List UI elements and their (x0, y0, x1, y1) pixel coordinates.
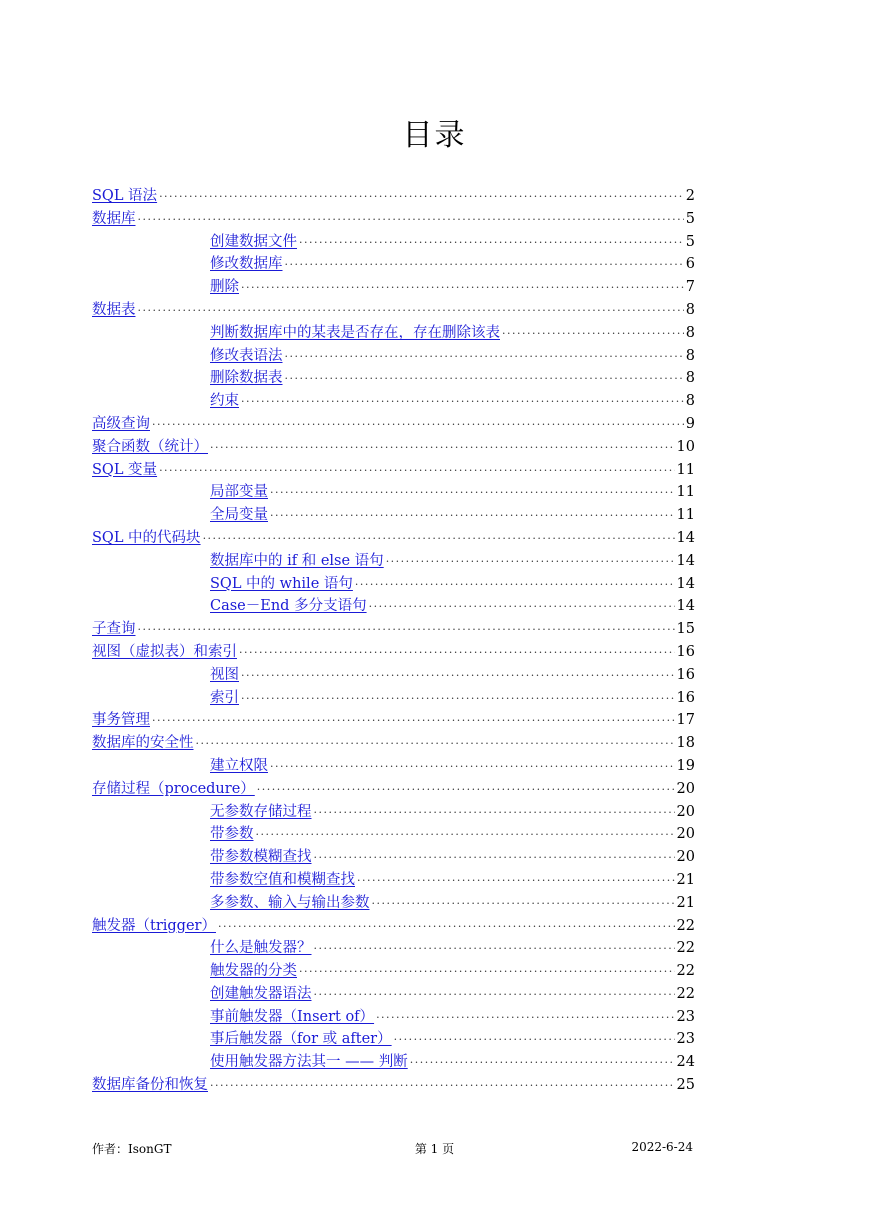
toc-entry-link[interactable]: 事务管理 (92, 712, 150, 729)
toc-page-number: 20 (676, 826, 695, 843)
toc-entry (92, 1050, 695, 1073)
toc-page-number: 22 (676, 917, 695, 934)
toc-page-number: 22 (676, 963, 695, 980)
toc-page-number: 8 (685, 324, 695, 341)
toc-entry-link[interactable]: 数据库 (92, 210, 136, 227)
toc-entry (92, 435, 695, 458)
toc-entry (92, 572, 695, 595)
toc-entry (92, 777, 695, 800)
toc-entry-link[interactable]: 数据库中的 if 和 else 语句 (210, 552, 384, 569)
toc-entry-link[interactable]: 无参数存储过程 (210, 803, 312, 820)
toc-entry-link[interactable]: 删除数据表 (210, 370, 283, 387)
toc-entry (92, 1073, 695, 1096)
toc-leader-dots (152, 418, 684, 431)
toc-entry-link[interactable]: 数据表 (92, 301, 136, 318)
toc-entry (92, 822, 695, 845)
toc-page-number: 21 (676, 894, 695, 911)
toc-leader-dots (159, 464, 674, 477)
toc-entry (92, 366, 695, 389)
toc-leader-dots (241, 281, 684, 294)
toc-entry-link[interactable]: 事后触发器（for 或 after） (210, 1031, 392, 1048)
toc-entry-link[interactable]: 删除 (210, 279, 239, 296)
toc-entry-link[interactable]: 什么是触发器？ (210, 940, 312, 957)
toc-leader-dots (270, 760, 675, 773)
toc-entry (92, 503, 695, 526)
toc-leader-dots (314, 851, 675, 864)
toc-page-number: 6 (685, 256, 695, 273)
toc-leader-dots (210, 1079, 675, 1092)
toc-leader-dots (239, 646, 675, 659)
toc-entry (92, 708, 695, 731)
toc-leader-dots (257, 783, 675, 796)
toc-page-number: 10 (676, 438, 695, 455)
toc-page-number: 23 (676, 1031, 695, 1048)
toc-leader-dots (210, 441, 675, 454)
toc-entry-link[interactable]: 存储过程（procedure） (92, 780, 255, 797)
toc-entry (92, 184, 695, 207)
toc-page-number: 22 (676, 940, 695, 957)
toc-leader-dots (270, 486, 675, 499)
toc-page-number: 8 (685, 393, 695, 410)
toc-page-number: 18 (676, 735, 695, 752)
toc-leader-dots (372, 897, 675, 910)
toc-entry-link[interactable]: 触发器的分类 (210, 963, 297, 980)
toc-entry-link[interactable]: 聚合函数（统计） (92, 438, 208, 455)
toc-entry (92, 914, 695, 937)
toc-page-number: 14 (676, 529, 695, 546)
toc-entry (92, 640, 695, 663)
toc-entry-link[interactable]: 数据库备份和恢复 (92, 1077, 208, 1094)
toc-entry (92, 686, 695, 709)
toc-leader-dots (299, 236, 684, 249)
toc-entry (92, 207, 695, 230)
toc-leader-dots (299, 965, 675, 978)
toc-entry (92, 275, 695, 298)
toc-leader-dots (241, 669, 675, 682)
toc-entry-link[interactable]: 事前触发器（Insert of） (210, 1008, 375, 1025)
toc-page-number: 5 (685, 233, 695, 250)
toc-entry-link[interactable]: 约束 (210, 393, 239, 410)
toc-page-number: 8 (685, 301, 695, 318)
toc-page-number: 2 (685, 188, 695, 204)
toc-leader-dots (376, 1011, 674, 1024)
toc-leader-dots (241, 692, 675, 705)
toc-entry-link[interactable]: 子查询 (92, 621, 136, 638)
toc-entry-link[interactable]: 修改数据库 (210, 256, 283, 273)
toc-page-number: 25 (676, 1077, 695, 1094)
toc-entry (92, 936, 695, 959)
toc-entry-link[interactable]: 带参数空值和模糊查找 (210, 871, 355, 888)
toc-entry-link[interactable]: 带参数模糊查找 (210, 849, 312, 866)
toc-entry (92, 344, 695, 367)
toc-page-number: 8 (685, 370, 695, 387)
toc-entry-link[interactable]: 创建数据文件 (210, 233, 297, 250)
toc-entry-link[interactable]: 视图 (210, 666, 239, 683)
toc-leader-dots (410, 1056, 675, 1069)
toc-entry (92, 754, 695, 777)
toc-entry-link[interactable]: SQL 中的 while 语句 (210, 575, 353, 592)
toc-page-number: 14 (676, 598, 695, 615)
toc-entry-link[interactable]: 数据库的安全性 (92, 735, 194, 752)
toc-page-number: 21 (676, 871, 695, 888)
toc-page-number: 17 (676, 712, 695, 729)
toc-page-number: 5 (685, 210, 695, 227)
toc-page-number: 22 (676, 985, 695, 1002)
toc-entry (92, 321, 695, 344)
toc-page-number: 11 (676, 484, 695, 501)
toc-entry (92, 1005, 695, 1028)
toc-page-number: 23 (676, 1008, 695, 1025)
toc-page-number: 7 (685, 279, 695, 296)
toc-entry (92, 868, 695, 891)
toc-entry (92, 230, 695, 253)
toc-leader-dots (285, 372, 684, 385)
toc-entry-link[interactable]: 触发器（trigger） (92, 917, 216, 934)
table-of-contents (92, 184, 695, 1096)
toc-entry (92, 526, 695, 549)
page-title: 目录 (402, 118, 467, 153)
toc-entry-link[interactable]: 全局变量 (210, 507, 268, 524)
toc-leader-dots (241, 395, 684, 408)
toc-entry-link[interactable]: SQL 语法 (92, 188, 158, 204)
toc-page-number: 16 (676, 666, 695, 683)
toc-entry-link[interactable]: 修改表语法 (210, 347, 283, 364)
toc-entry-link[interactable]: 高级查询 (92, 415, 150, 432)
toc-entry-link[interactable]: 局部变量 (210, 484, 268, 501)
toc-entry-link[interactable]: 多参数、输入与输出参数 (210, 894, 370, 911)
toc-entry (92, 959, 695, 982)
toc-page-number: 14 (676, 552, 695, 569)
toc-entry-link[interactable]: Case－End 多分支语句 (210, 598, 367, 615)
toc-page-number: 20 (676, 803, 695, 820)
footer-page-number: 第 1 页 (414, 1142, 455, 1156)
toc-entry (92, 389, 695, 412)
toc-leader-dots (355, 578, 675, 591)
footer-date: 2022-6-24 (631, 1140, 693, 1154)
toc-entry (92, 845, 695, 868)
toc-leader-dots (502, 327, 684, 340)
toc-leader-dots (138, 623, 675, 636)
toc-entry (92, 298, 695, 321)
toc-entry-link[interactable]: 判断数据库中的某表是否存在，存在删除该表 (210, 324, 500, 341)
toc-leader-dots (314, 988, 675, 1001)
toc-entry (92, 594, 695, 617)
toc-page-number: 19 (676, 757, 695, 774)
toc-entry (92, 412, 695, 435)
toc-entry (92, 1027, 695, 1050)
toc-entry (92, 982, 695, 1005)
toc-leader-dots (314, 942, 675, 955)
toc-entry-link[interactable]: 索引 (210, 689, 239, 706)
toc-page-number: 8 (685, 347, 695, 364)
toc-page-number: 16 (676, 643, 695, 660)
toc-leader-dots (386, 555, 675, 568)
toc-entry-link[interactable]: SQL 变量 (92, 461, 158, 478)
toc-leader-dots (314, 806, 675, 819)
toc-page-number: 9 (685, 415, 695, 432)
toc-leader-dots (285, 350, 684, 363)
toc-leader-dots (152, 714, 675, 727)
toc-leader-dots (159, 190, 684, 203)
toc-entry (92, 891, 695, 914)
toc-entry (92, 663, 695, 686)
toc-leader-dots (196, 737, 675, 750)
toc-leader-dots (270, 509, 675, 522)
toc-entry (92, 252, 695, 275)
toc-entry-link[interactable]: 建立权限 (210, 757, 268, 774)
toc-leader-dots (256, 828, 675, 841)
footer-author: 作者：IsonGT (92, 1142, 172, 1156)
toc-page-number: 11 (676, 461, 695, 478)
toc-entry-link[interactable]: SQL 中的代码块 (92, 529, 201, 546)
toc-entry (92, 480, 695, 503)
toc-entry-link[interactable]: 创建触发器语法 (210, 985, 312, 1002)
toc-leader-dots (285, 258, 684, 271)
toc-leader-dots (357, 874, 675, 887)
toc-leader-dots (138, 213, 684, 226)
toc-entry (92, 800, 695, 823)
toc-leader-dots (138, 304, 684, 317)
toc-entry (92, 549, 695, 572)
toc-leader-dots (218, 920, 675, 933)
toc-page-number: 20 (676, 849, 695, 866)
toc-leader-dots (369, 600, 675, 613)
toc-entry-link[interactable]: 使用触发器方法其一 —— 判断 (210, 1054, 408, 1071)
toc-leader-dots (203, 532, 675, 545)
toc-page-number: 14 (676, 575, 695, 592)
toc-leader-dots (394, 1033, 675, 1046)
toc-entry (92, 617, 695, 640)
toc-page-number: 11 (676, 507, 695, 524)
toc-page-number: 20 (676, 780, 695, 797)
toc-entry-link[interactable]: 视图（虚拟表）和索引 (92, 643, 237, 660)
toc-page-number: 24 (676, 1054, 695, 1071)
toc-entry-link[interactable]: 带参数 (210, 826, 254, 843)
toc-entry (92, 458, 695, 481)
toc-page-number: 16 (676, 689, 695, 706)
toc-entry (92, 731, 695, 754)
toc-page-number: 15 (676, 621, 695, 638)
